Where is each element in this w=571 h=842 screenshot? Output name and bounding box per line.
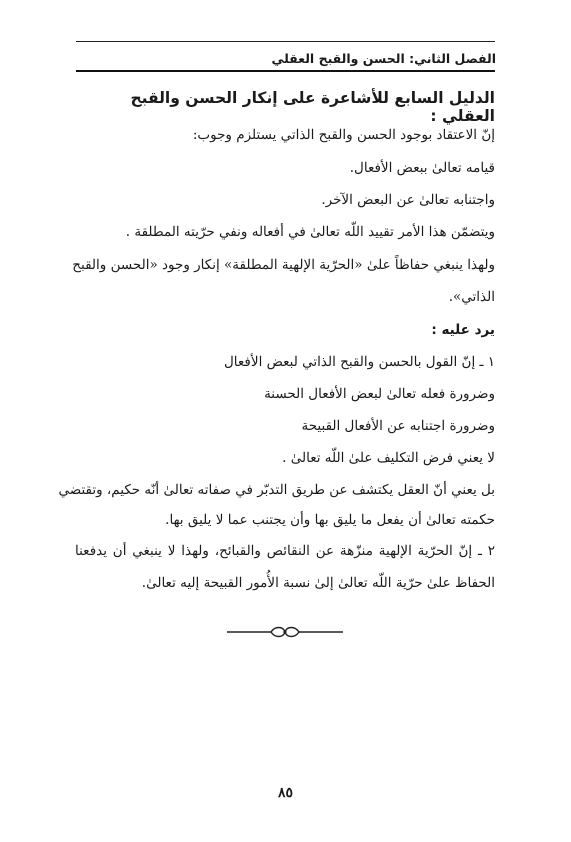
reply-line: ١ ـ إنّ القول بالحسن والقبح الذاتي لبعض الأفعال [224, 354, 495, 370]
reply-line: لا يعني فرض التكليف علىٰ اللّه تعالىٰ . [282, 450, 495, 466]
argument-line: ولهذا ينبغي حفاظاً علىٰ «الحرّية الإلهية المطلقة» إنكار وجود «الحسن والقبح [72, 257, 495, 273]
argument-line: واجتنابه تعالىٰ عن البعض الآخر. [321, 192, 495, 208]
reply-line: ٢ ـ إنّ الحرّية الإلهية منزّهة عن النقائص والقبائح، ولهذا لا ينبغي أن يدفعنا [75, 543, 495, 559]
argument-line: ويتضمّن هذا الأمر تقييد اللّه تعالىٰ في أفعاله ونفي حرّيته المطلقة . [125, 224, 495, 240]
reply-line: بل يعني أنّ العقل يكتشف عن طريق التدبّر في صفاته تعالىٰ أنّه حكيم، وتقتضي [58, 482, 495, 498]
reply-heading: يرد عليه : [431, 322, 495, 338]
header-rule-bottom [76, 70, 495, 72]
reply-line: وضرورة اجتنابه عن الأفعال القبيحة [301, 418, 495, 434]
argument-line: الذاتي». [448, 289, 495, 305]
argument-line: إنّ الاعتقاد بوجود الحسن والقبح الذاتي يستلزم وجوب: [192, 127, 495, 143]
section-heading: الدليل السابع للأشاعرة على إنكار الحسن والقبح العقلي : [130, 89, 495, 125]
reply-line: الحفاظ علىٰ حرّية اللّه تعالىٰ إلىٰ نسبة الأُمور القبيحة إليه تعالىٰ. [141, 575, 495, 591]
header-rule-top [76, 41, 495, 42]
reply-line: حكمته تعالىٰ أن يفعل ما يليق بها وأن يجتنب عما لا يليق بها. [165, 512, 495, 528]
ornament-divider-icon [225, 624, 345, 640]
page-number: ٨٥ [277, 785, 294, 801]
chapter-running-title: الفصل الثاني: الحسن والقبح العقلي [271, 51, 496, 66]
argument-line: قيامه تعالىٰ ببعض الأفعال. [349, 160, 495, 176]
reply-line: وضرورة فعله تعالىٰ لبعض الأفعال الحسنة [264, 386, 495, 402]
